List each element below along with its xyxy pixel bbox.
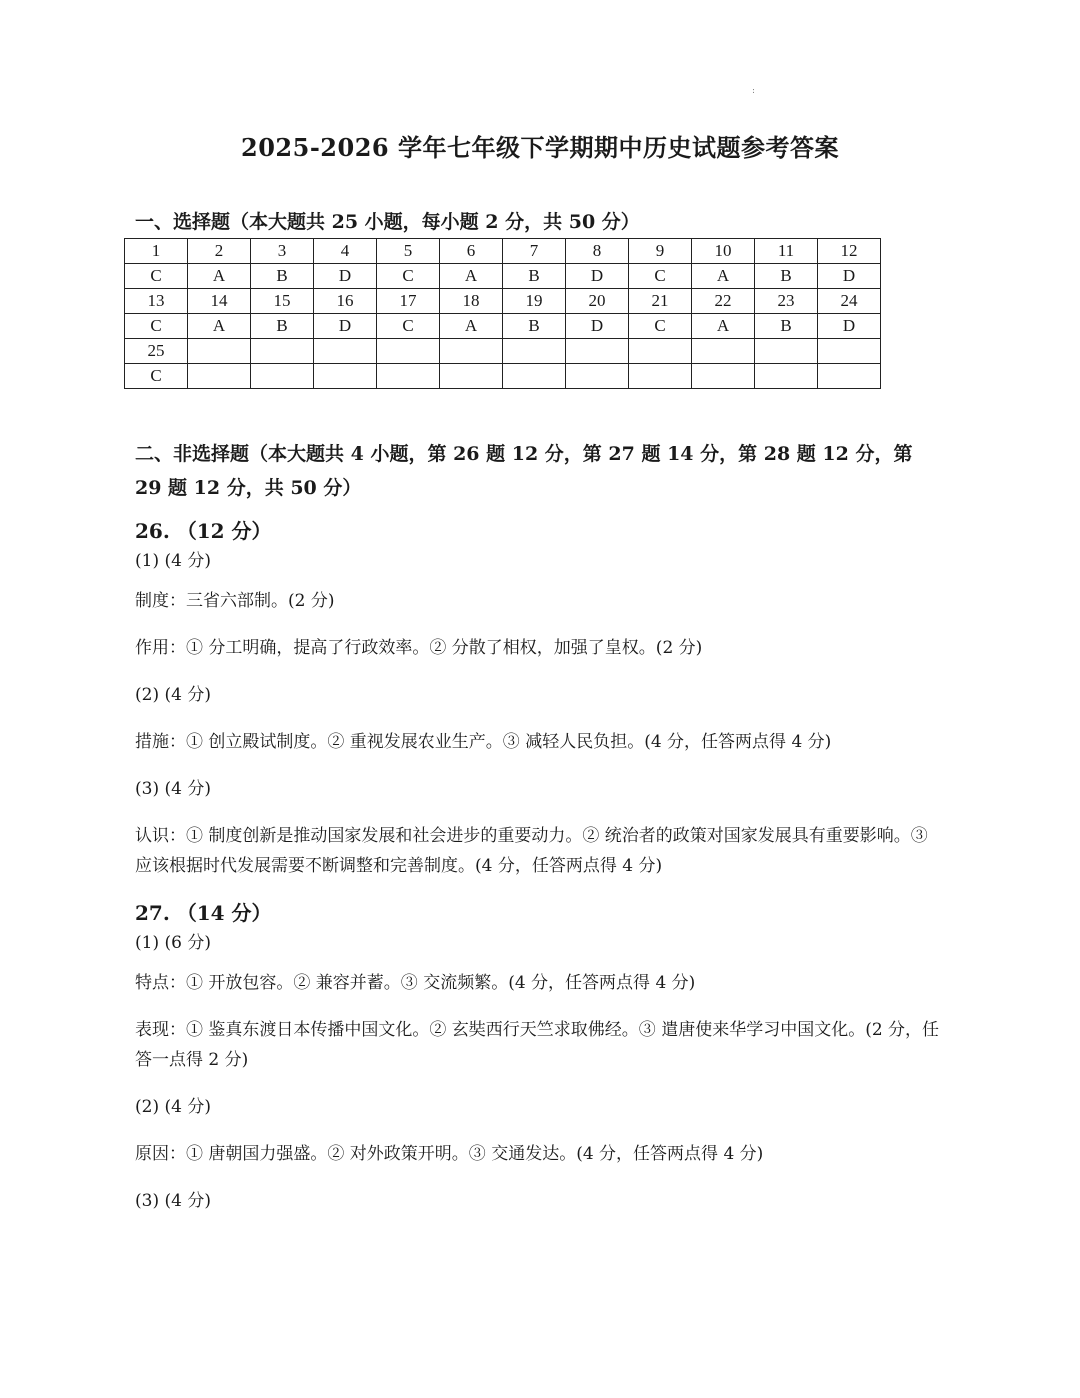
answer-table-cell: 21 — [629, 289, 692, 314]
answer-table-cell: C — [125, 314, 188, 339]
answer-table-cell: 7 — [503, 239, 566, 264]
answer-table-cell: D — [818, 314, 881, 339]
answer-table-cell: 13 — [125, 289, 188, 314]
question-26-heading: 26. （12 分） — [135, 519, 272, 543]
answer-table-cell: 6 — [440, 239, 503, 264]
answer-table-cell: B — [755, 264, 818, 289]
answer-table-cell — [251, 339, 314, 364]
answer-table-cell: A — [188, 264, 251, 289]
answer-table-cell — [503, 364, 566, 389]
q27-part2-label: (2) (4 分) — [135, 1097, 211, 1117]
answer-table-cell — [503, 339, 566, 364]
answer-table-cell: 23 — [755, 289, 818, 314]
answer-table-cell: B — [251, 314, 314, 339]
q26-part3-line1: 认识：① 制度创新是推动国家发展和社会进步的重要动力。② 统治者的政策对国家发展具有重要影响。③ 应该根据时代发展需要不断调整和完善制度。(4 分，任答两点得 4 分) — [135, 826, 928, 876]
q27-part1-line1: 特点：① 开放包容。② 兼容并蓄。③ 交流频繁。(4 分，任答两点得 4 分) — [135, 973, 696, 993]
q26-part1-line2: 作用：① 分工明确，提高了行政效率。② 分散了相权，加强了皇权。(2 分) — [135, 638, 703, 658]
answer-table-cell: 24 — [818, 289, 881, 314]
answer-table-cell: D — [314, 264, 377, 289]
answer-table-cell: 20 — [566, 289, 629, 314]
answer-table-cell — [629, 339, 692, 364]
answer-table-cell — [818, 364, 881, 389]
q26-part3-label: (3) (4 分) — [135, 779, 211, 799]
q27-part1-label: (1) (6 分) — [135, 933, 211, 953]
answer-table-cell: A — [692, 314, 755, 339]
answer-table-cell: 18 — [440, 289, 503, 314]
q26-part1-label: (1) (4 分) — [135, 551, 211, 571]
corner-mark: ː — [752, 86, 756, 96]
answer-table-cell: 25 — [125, 339, 188, 364]
answer-table-cell — [377, 339, 440, 364]
answer-table-cell: 2 — [188, 239, 251, 264]
answer-table-row — [125, 339, 881, 364]
answer-table-cell: A — [188, 314, 251, 339]
answer-table-cell — [566, 364, 629, 389]
answer-content — [135, 516, 945, 1233]
q27-part1-line2: 表现：① 鉴真东渡日本传播中国文化。② 玄奘西行天竺求取佛经。③ 遣唐使来华学习中国文化。(2 分，任答一点得 2 分) — [135, 1020, 940, 1070]
question-27 — [135, 898, 945, 1216]
answer-table — [124, 238, 881, 389]
q26-part2-label: (2) (4 分) — [135, 685, 211, 705]
answer-table-row — [125, 239, 881, 264]
answer-table-cell: B — [503, 314, 566, 339]
answer-table-row — [125, 289, 881, 314]
answer-table-cell: C — [377, 264, 440, 289]
answer-table-cell: D — [566, 264, 629, 289]
answer-table-cell: B — [251, 264, 314, 289]
answer-table-cell: 8 — [566, 239, 629, 264]
answer-table-cell: A — [440, 314, 503, 339]
page-title: 2025-2026 学年七年级下学期期中历史试题参考答案 — [241, 133, 839, 162]
answer-table-cell — [188, 364, 251, 389]
answer-table-cell: 19 — [503, 289, 566, 314]
answer-table-cell: A — [440, 264, 503, 289]
answer-table-cell: 11 — [755, 239, 818, 264]
answer-table-cell: C — [377, 314, 440, 339]
answer-table-cell — [692, 339, 755, 364]
answer-table-cell: 22 — [692, 289, 755, 314]
answer-table-cell: 4 — [314, 239, 377, 264]
answer-table-cell — [440, 339, 503, 364]
answer-table-cell — [440, 364, 503, 389]
answer-table-cell — [314, 339, 377, 364]
answer-table-cell: 16 — [314, 289, 377, 314]
answer-table-cell — [692, 364, 755, 389]
answer-table-cell: C — [125, 264, 188, 289]
answer-table-cell — [818, 339, 881, 364]
answer-table-cell: 5 — [377, 239, 440, 264]
answer-table-cell — [251, 364, 314, 389]
answer-table-row — [125, 264, 881, 289]
q26-part2-line1: 措施：① 创立殿试制度。② 重视发展农业生产。③ 减轻人民负担。(4 分，任答两点得 4 分) — [135, 732, 832, 752]
answer-table-cell — [188, 339, 251, 364]
answer-table-row — [125, 314, 881, 339]
section2-heading: 二、非选择题（本大题共 4 小题，第 26 题 12 分，第 27 题 14 分，第 28 题 12 分，第 29 题 12 分，共 50 分） — [135, 443, 913, 499]
answer-table-cell — [314, 364, 377, 389]
answer-table-cell — [566, 339, 629, 364]
question-27-heading: 27. （14 分） — [135, 901, 272, 925]
answer-table-cell — [755, 339, 818, 364]
question-26 — [135, 516, 945, 881]
answer-table-cell: 3 — [251, 239, 314, 264]
answer-table-row — [125, 364, 881, 389]
q27-part3-label: (3) (4 分) — [135, 1191, 211, 1211]
answer-table-cell: 9 — [629, 239, 692, 264]
answer-table-cell: C — [629, 314, 692, 339]
answer-table-cell: A — [692, 264, 755, 289]
answer-table-cell: C — [125, 364, 188, 389]
answer-table-cell: 1 — [125, 239, 188, 264]
answer-table-cell: B — [755, 314, 818, 339]
answer-table-cell: D — [314, 314, 377, 339]
answer-table-cell: C — [629, 264, 692, 289]
answer-table-cell — [755, 364, 818, 389]
answer-table-cell: 14 — [188, 289, 251, 314]
answer-table-cell — [629, 364, 692, 389]
q27-part2-line1: 原因：① 唐朝国力强盛。② 对外政策开明。③ 交通发达。(4 分，任答两点得 4 分) — [135, 1144, 764, 1164]
answer-table-cell: 12 — [818, 239, 881, 264]
section1-heading: 一、选择题（本大题共 25 小题，每小题 2 分，共 50 分） — [135, 211, 640, 233]
answer-table-cell: D — [566, 314, 629, 339]
q26-part1-line1: 制度：三省六部制。(2 分) — [135, 591, 335, 611]
answer-table-cell: 10 — [692, 239, 755, 264]
answer-table-cell: D — [818, 264, 881, 289]
answer-table-cell: B — [503, 264, 566, 289]
answer-table-cell — [377, 364, 440, 389]
answer-table-cell: 17 — [377, 289, 440, 314]
answer-table-cell: 15 — [251, 289, 314, 314]
